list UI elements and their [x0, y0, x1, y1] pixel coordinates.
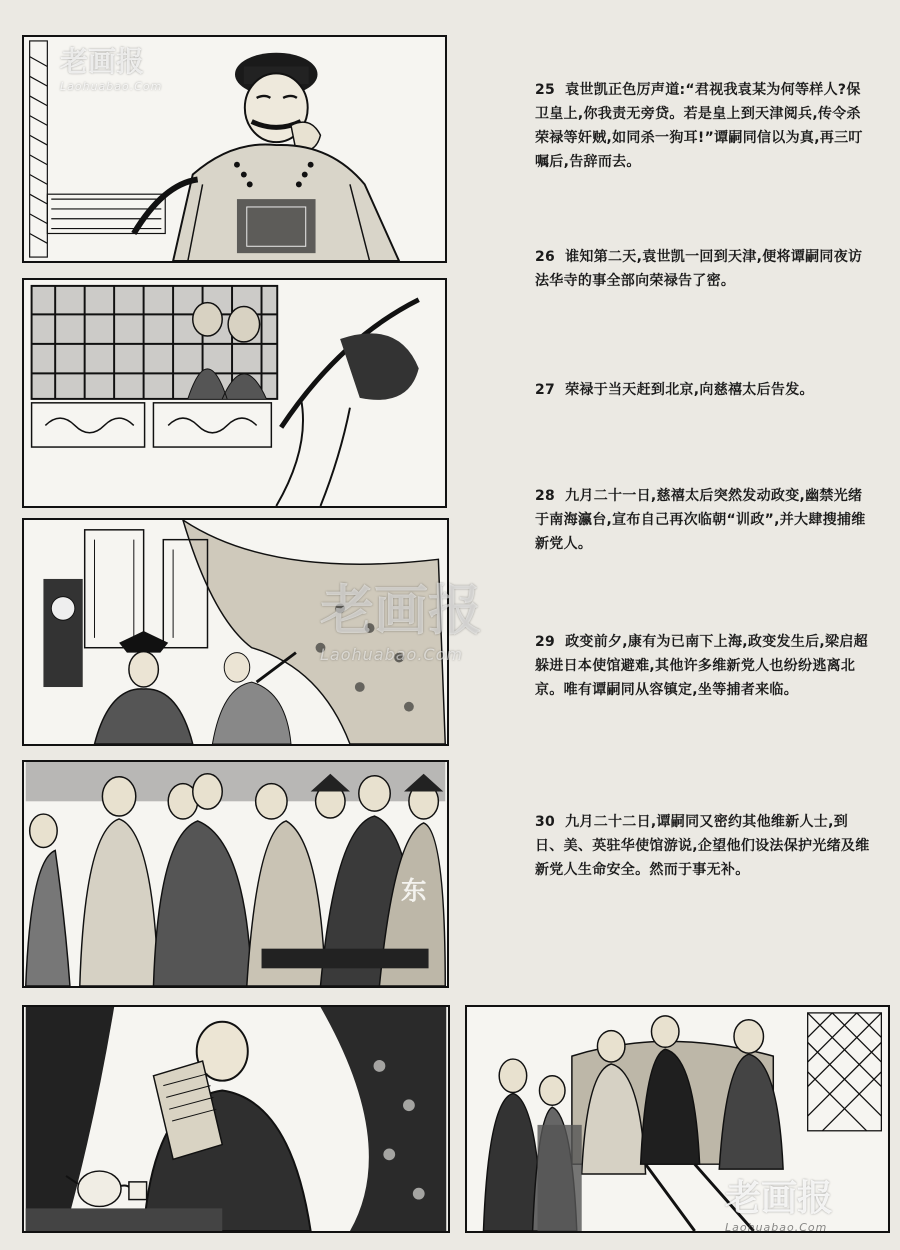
embassy-meeting-drawing	[467, 1007, 888, 1231]
caption-text: 九月二十二日,谭嗣同又密约其他维新人士,到日、美、英驻华使馆游说,企望他们设法保护光绪及维新党人生命安全。然而于事无补。	[535, 814, 870, 878]
panel-25-illustration	[22, 35, 447, 263]
watermark-bottom-right: 老画报 Laohuabao.Com	[725, 1178, 834, 1234]
caption-text: 九月二十一日,慈禧太后突然发动政变,幽禁光绪于南海瀛台,宣布自己再次临朝“训政”,并大肆搜捕维新党人。	[535, 488, 866, 552]
empress-dowager-drawing	[24, 520, 447, 744]
caption-text: 政变前夕,康有为已南下上海,政变发生后,梁启超躲进日本使馆避难,其他许多维新党人也纷纷逃离北京。唯有谭嗣同从容镇定,坐等捕者来临。	[535, 634, 868, 698]
caption-number: 27	[535, 382, 556, 398]
crowd-of-officials-drawing	[24, 762, 447, 986]
caption-number: 29	[535, 634, 556, 650]
scholar-reading-drawing	[24, 1007, 448, 1231]
caption-number: 30	[535, 814, 556, 830]
caption-25	[535, 78, 870, 174]
caption-text: 谁知第二天,袁世凯一回到天津,便将谭嗣同夜访法华寺的事全部向荣禄告了密。	[535, 249, 863, 289]
caption-text: 袁世凯正色厉声道:“君视我袁某为何等样人?保卫皇上,你我责无旁贷。若是皇上到天津阅兵,传令杀荣禄等奸贼,如同杀一狗耳!”谭嗣同信以为真,再三叮嘱后,告辞而去。	[535, 82, 863, 170]
panel-bottom-right-illustration	[465, 1005, 890, 1233]
caption-text: 荣禄于当天赶到北京,向慈禧太后告发。	[565, 382, 814, 398]
caption-number: 25	[535, 82, 556, 98]
caption-30	[535, 810, 870, 882]
robe-badge-character: 东	[401, 876, 427, 907]
watermark-center: 老画报 Laohuabao.Com	[320, 579, 482, 664]
palace-interior-drawing	[24, 280, 445, 506]
panel-bottom-left-illustration	[22, 1005, 450, 1233]
caption-28	[535, 484, 870, 556]
panel-26-illustration	[22, 278, 447, 508]
caption-26	[535, 245, 870, 293]
panel-28-illustration	[22, 518, 449, 746]
caption-number: 26	[535, 249, 556, 265]
watermark-top-left: 老画报 Laohuabao.Com	[60, 45, 163, 93]
caption-number: 28	[535, 488, 556, 504]
caption-27	[535, 378, 870, 402]
caption-29	[535, 630, 870, 702]
panel-29-illustration	[22, 760, 449, 988]
official-portrait-drawing	[24, 37, 445, 261]
